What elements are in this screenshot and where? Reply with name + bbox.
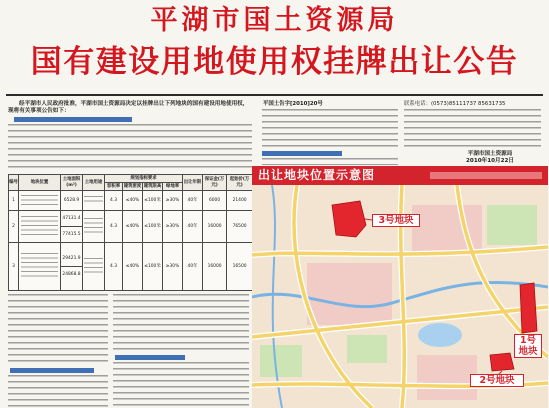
table-header-row <box>9 175 253 183</box>
area-value: 24868.8 <box>61 266 82 277</box>
signature-date: 2010年10月22日 <box>466 158 514 164</box>
title-divider <box>6 94 543 96</box>
use-text-lines <box>84 196 102 205</box>
green-zone <box>347 335 387 363</box>
urban-zone <box>417 355 477 400</box>
section-2-body-text <box>8 294 108 366</box>
urban-zone <box>307 263 392 325</box>
cell-green: ≥30% <box>163 211 183 243</box>
banner-stripe <box>430 172 542 179</box>
cell-height: ≤100米 <box>143 243 163 291</box>
cell-no: 2 <box>9 211 19 243</box>
header-density: 建筑密度 <box>123 183 142 189</box>
header-use: 土地用途 <box>83 175 105 191</box>
green-zone <box>260 345 302 377</box>
header-green: 绿地率 <box>163 183 183 191</box>
header-term: 出让年限 <box>183 175 203 191</box>
cell-far: 4.3 <box>105 211 123 243</box>
plot-1-area <box>520 283 537 333</box>
header-area: 土地面积(m²) <box>61 175 83 191</box>
use-text-lines <box>84 258 102 276</box>
header-far: 容积率 <box>105 183 123 191</box>
cell-no: 1 <box>9 191 19 211</box>
section-4-body-text <box>113 294 249 352</box>
cell-density: ≤40% <box>123 243 143 291</box>
cell-use <box>83 191 105 211</box>
green-zone <box>487 205 537 245</box>
cell-density: ≤40% <box>123 191 143 211</box>
cell-deposit: 16000 <box>203 211 227 243</box>
cell-location <box>19 243 61 291</box>
section-heading-7 <box>262 151 342 156</box>
cell-term: 40年 <box>183 211 203 243</box>
header-price: 起始价(万元) <box>227 175 253 191</box>
header-location: 地块位置 <box>19 175 61 191</box>
cell-price: 16500 <box>227 243 253 291</box>
location-text-lines <box>21 253 57 280</box>
cell-use <box>83 211 105 243</box>
map-title: 出让地块位置示意图 <box>258 168 376 182</box>
section-1-body-text <box>8 124 252 172</box>
cell-area <box>61 211 83 243</box>
issuer-heading: 平湖市国土资源局 <box>150 5 399 36</box>
cell-far: 4.3 <box>105 243 123 291</box>
cell-no: 3 <box>9 243 19 291</box>
location-text-lines <box>21 216 57 238</box>
area-value: 77415.5 <box>61 226 82 237</box>
section-7-body-text <box>262 158 398 165</box>
plot-3-label: 3号地块 <box>372 214 420 227</box>
table-row <box>9 211 253 243</box>
contact-details-text <box>404 109 541 149</box>
header-planning: 规划指标要求 <box>105 175 183 183</box>
cell-location <box>19 191 61 211</box>
use-text-lines <box>84 218 102 236</box>
area-value: 6528.9 <box>63 197 80 203</box>
cell-area <box>61 243 83 291</box>
table-row <box>9 191 253 211</box>
cell-deposit: 6000 <box>203 191 227 211</box>
location-map <box>252 166 548 408</box>
cell-deposit: 16000 <box>203 243 227 291</box>
contact-phone: 联系电话：(0573)85111737 85631735 <box>404 101 506 107</box>
cell-height: ≤100米 <box>143 191 163 211</box>
section-heading-1 <box>14 117 132 122</box>
cell-term: 40年 <box>183 243 203 291</box>
cell-area <box>61 191 83 211</box>
cell-location <box>19 211 61 243</box>
lake <box>418 323 462 347</box>
section-heading-6 <box>115 355 185 360</box>
notice-number: 平国土告字[2010]20号 <box>263 101 323 107</box>
cell-term: 40年 <box>183 191 203 211</box>
cell-green: ≥30% <box>163 191 183 211</box>
area-value: 47131.4 <box>62 215 81 221</box>
plot-2-label: 2号地块 <box>470 374 524 387</box>
cell-far: 4.3 <box>105 191 123 211</box>
header-height: 建筑限高 <box>143 183 162 189</box>
header-no: 编号 <box>9 175 19 191</box>
plot-3-area <box>332 201 366 237</box>
header-deposit: 保证金(万元) <box>203 175 227 191</box>
table-row <box>9 243 253 291</box>
cell-density: ≤40% <box>123 211 143 243</box>
area-value: 29421.9 <box>62 255 81 261</box>
cell-use <box>83 243 105 291</box>
location-text-lines <box>21 195 57 207</box>
section-continued-body-text <box>262 109 398 149</box>
map-banner <box>252 166 548 185</box>
section-5-body-text <box>8 375 108 408</box>
section-6-body-text <box>113 362 249 408</box>
announcement-title: 国有建设用地使用权挂牌出让公告 <box>30 44 519 80</box>
cell-green: ≥30% <box>163 243 183 291</box>
intro-paragraph: 经平湖市人民政府批准，平湖市国土资源局决定以挂牌出让下列地块的国有建设用地使用权，现将有关事项公告如下： <box>8 101 249 114</box>
signature-org: 平湖市国土资源局 <box>467 151 513 157</box>
plot-1-label: 1号地块 <box>514 334 542 358</box>
section-heading-5 <box>10 368 94 373</box>
plot-table <box>8 174 253 291</box>
cell-height: ≤100米 <box>143 211 163 243</box>
cell-price: 21400 <box>227 191 253 211</box>
plot-2-area <box>490 353 514 371</box>
cell-price: 76500 <box>227 211 253 243</box>
